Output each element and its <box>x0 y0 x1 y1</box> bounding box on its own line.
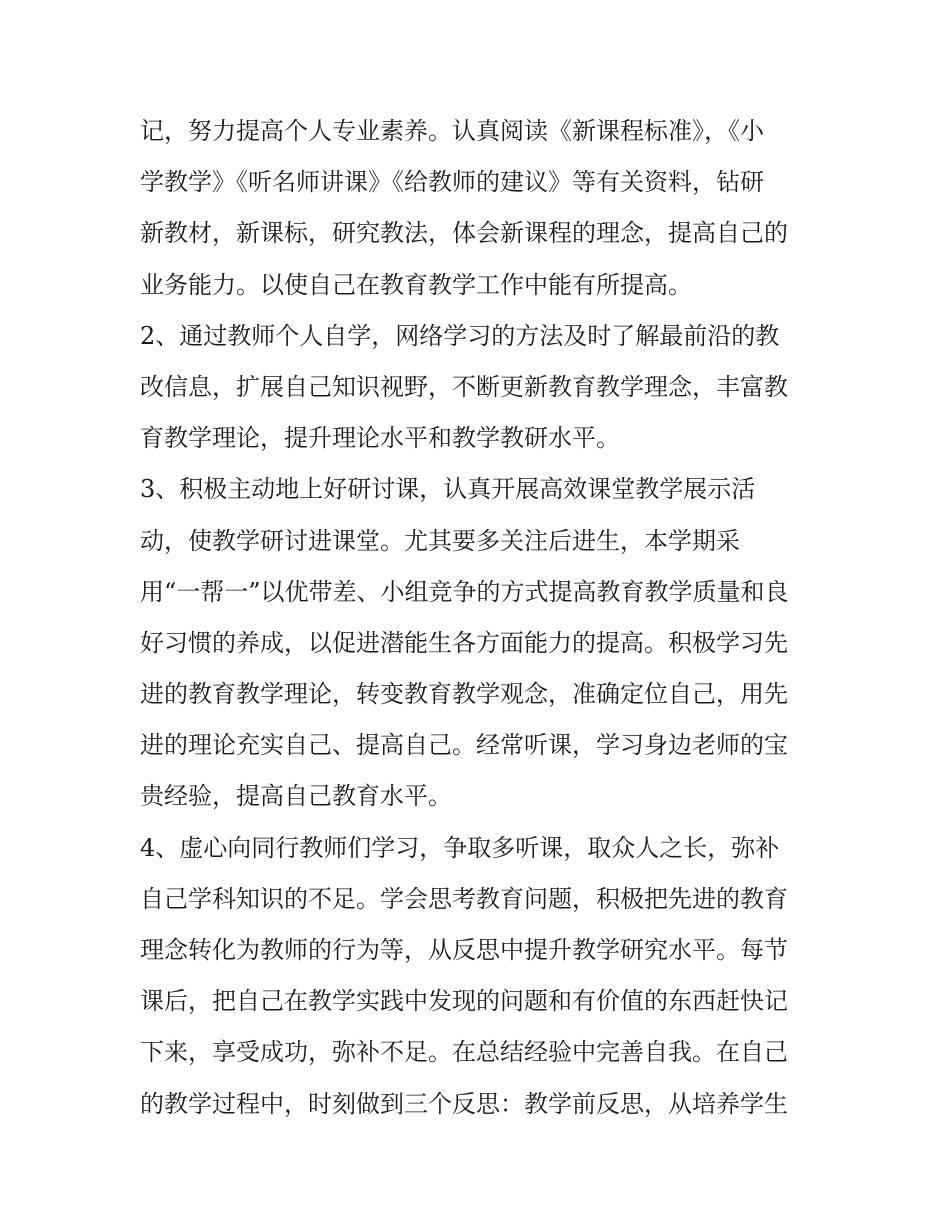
body-text <box>140 106 820 1130</box>
text-line: 理念转化为教师的行为等，从反思中提升教学研究水平。每节 <box>140 936 788 964</box>
text-line: 改信息，扩展自己知识视野，不断更新教育教学理念，丰富教 <box>140 372 788 401</box>
text-line: 记，努力提高个人专业素养。认真阅读《新课程标准》，《小 <box>140 117 764 145</box>
text-line: 贵经验，提高自己教育水平。 <box>140 782 452 811</box>
text-line: 课后，把自己在教学实践中发现的问题和有价值的东西赶快记 <box>140 987 788 1016</box>
text-line: 下来，享受成功，弥补不足。在总结经验中完善自我。在自己 <box>140 1038 788 1067</box>
text-line: 进的理论充实自己、提高自己。经常听课，学习身边老师的宝 <box>140 731 788 760</box>
text-line: 自己学科知识的不足。学会思考教育问题，积极把先进的教育 <box>140 884 788 913</box>
text-line: 的教学过程中，时刻做到三个反思：教学前反思，从培养学生 <box>140 1089 788 1118</box>
text-line: 用“一帮一”以优带差、小组竞争的方式提高教育教学质量和良 <box>140 577 789 606</box>
text-line: 4、虚心向同行教师们学习，争取多听课，取众人之长，弥补 <box>140 833 780 862</box>
text-line: 新教材，新课标，研究教法，体会新课程的理念，提高自己的 <box>140 219 788 248</box>
text-line: 学教学》《听名师讲课》《给教师的建议》等有关资料，钻研 <box>140 168 764 197</box>
text-line: 业务能力。以使自己在教育教学工作中能有所提高。 <box>140 270 692 299</box>
text-line: 3、积极主动地上好研讨课，认真开展高效课堂教学展示活 <box>140 475 756 504</box>
text-line: 育教学理论，提升理论水平和教学教研水平。 <box>140 424 620 453</box>
text-line: 2、通过教师个人自学，网络学习的方法及时了解最前沿的教 <box>140 321 780 350</box>
text-line: 进的教育教学理论，转变教育教学观念，准确定位自己，用先 <box>140 680 788 709</box>
text-line: 动，使教学研讨进课堂。尤其要多关注后进生，本学期采 <box>140 526 740 555</box>
text-line: 好习惯的养成，以促进潜能生各方面能力的提高。积极学习先 <box>140 628 788 657</box>
